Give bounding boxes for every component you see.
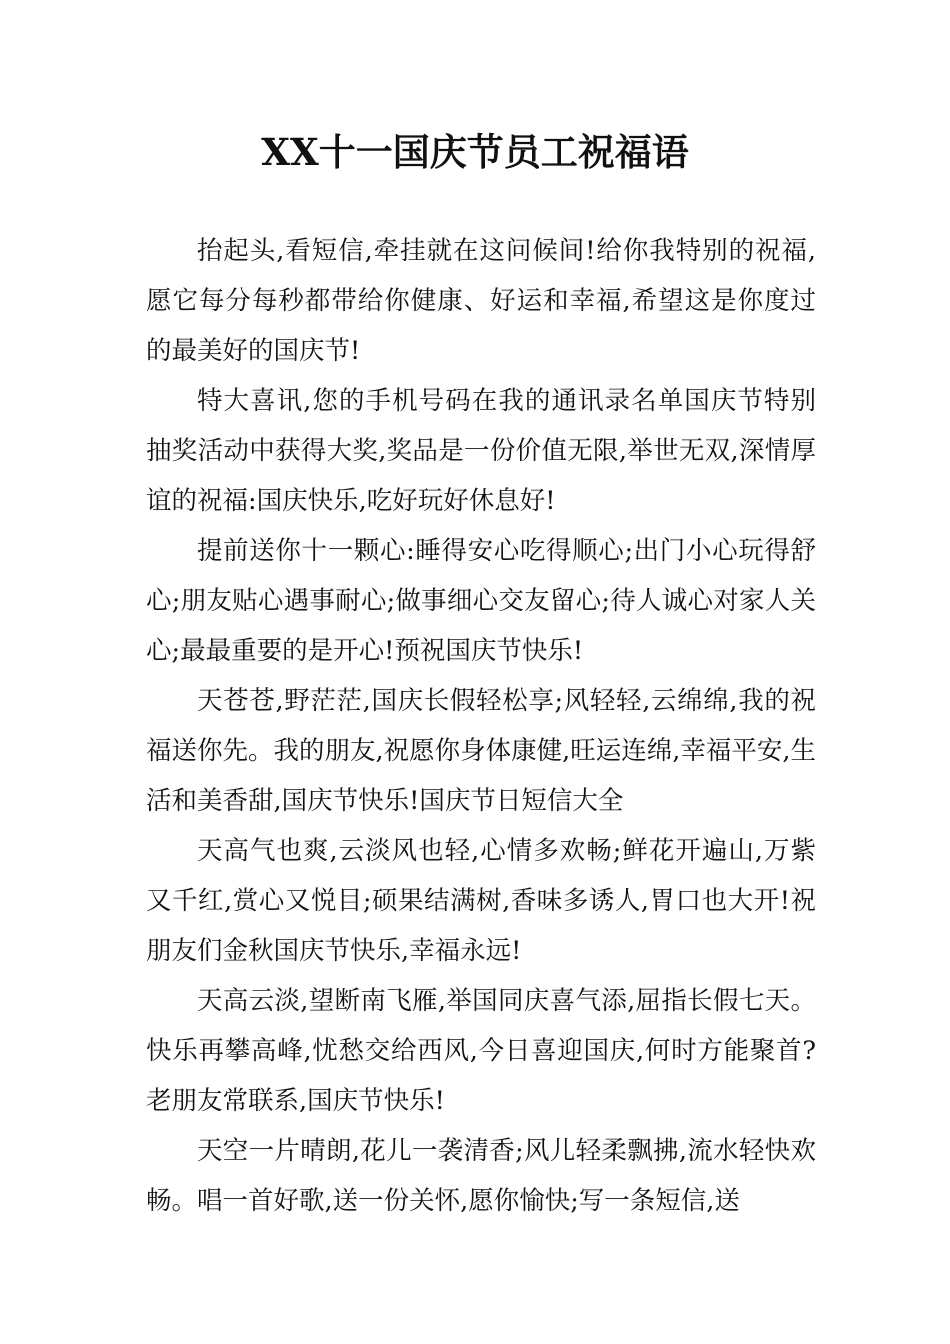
paragraph-3: 提前送你十一颗心:睡得安心吃得顺心;出门小心玩得舒心;朋友贴心遇事耐心;做事细心交友留心;待人诚心对家人关心;最最重要的是开心!预祝国庆节快乐! [146, 536, 816, 666]
paragraph-2: 特大喜讯,您的手机号码在我的通讯录名单国庆节特别抽奖活动中获得大奖,奖品是一份价值无限,举世无双,深情厚谊的祝福:国庆快乐,吃好玩好休息好! [146, 386, 816, 516]
paragraph-1: 抬起头,看短信,牵挂就在这问候间!给你我特别的祝福,愿它每分每秒都带给你健康、好运和幸福,希望这是你度过的最美好的国庆节! [146, 236, 816, 366]
document-body [146, 226, 816, 1226]
document-title: XX十一国庆节员工祝福语 [261, 130, 689, 174]
paragraph-4: 天苍苍,野茫茫,国庆长假轻松享;风轻轻,云绵绵,我的祝福送你先。我的朋友,祝愿你身体康健,旺运连绵,幸福平安,生活和美香甜,国庆节快乐!国庆节日短信大全 [146, 686, 816, 816]
paragraph-7: 天空一片晴朗,花儿一袭清香;风儿轻柔飘拂,流水轻快欢畅。唱一首好歌,送一份关怀,愿你愉快;写一条短信,送 [146, 1136, 816, 1216]
paragraph-6: 天高云淡,望断南飞雁,举国同庆喜气添,屈指长假七天。快乐再攀高峰,忧愁交给西风,今日喜迎国庆,何时方能聚首?老朋友常联系,国庆节快乐! [146, 986, 816, 1116]
paragraph-5: 天高气也爽,云淡风也轻,心情多欢畅;鲜花开遍山,万紫又千红,赏心又悦目;硕果结满树,香味多诱人,胃口也大开!祝朋友们金秋国庆节快乐,幸福永远! [146, 836, 816, 966]
